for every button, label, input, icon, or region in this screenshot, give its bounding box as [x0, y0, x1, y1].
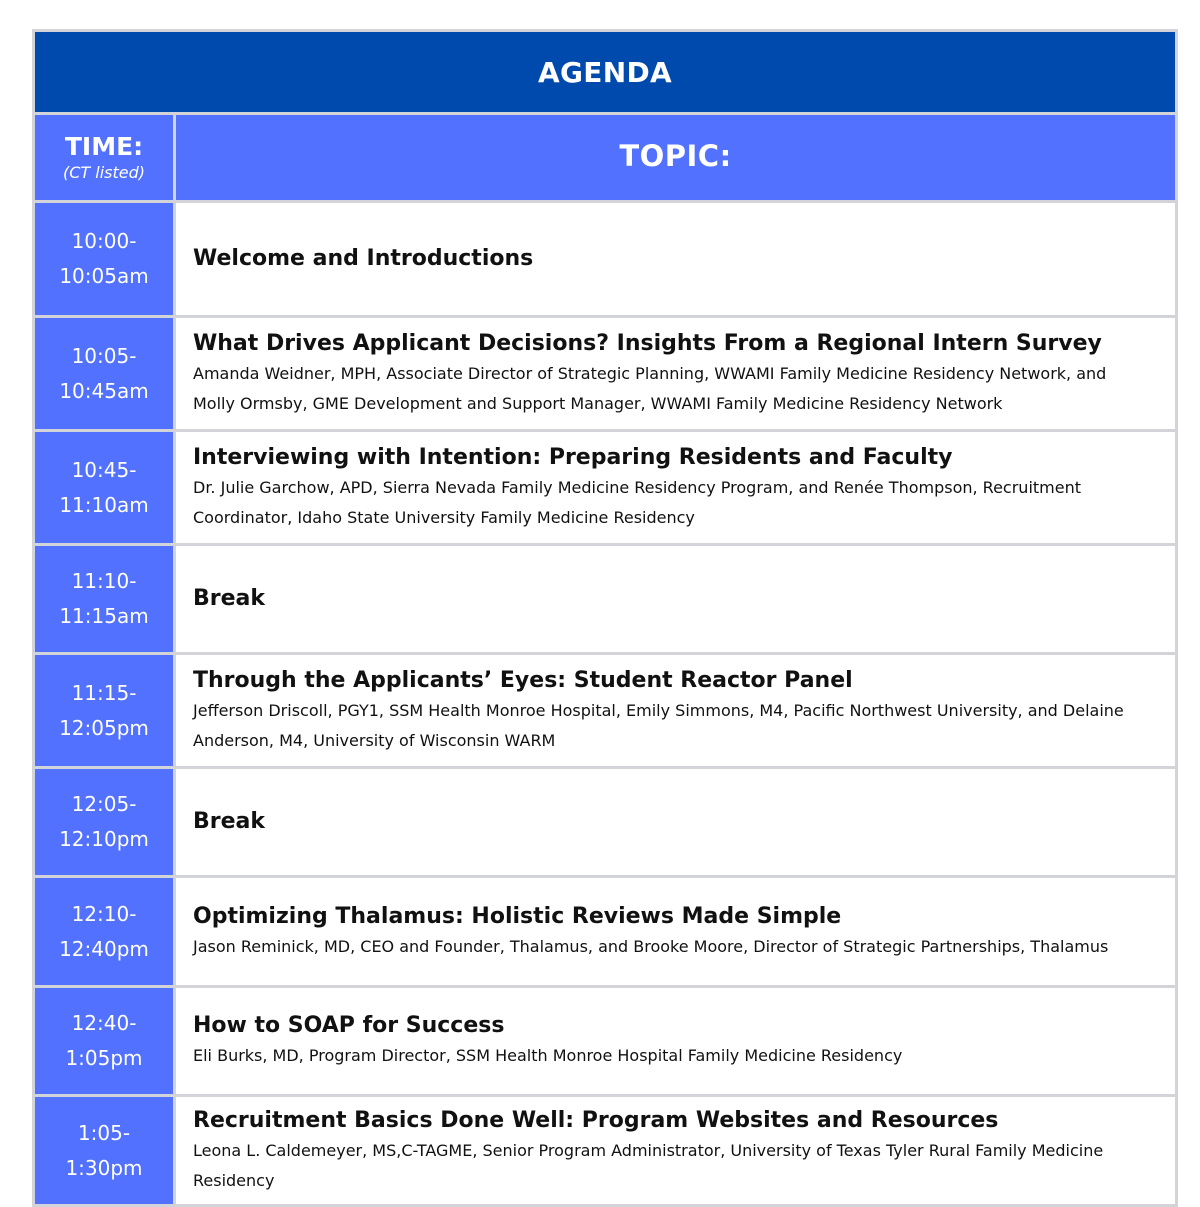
time-cell	[35, 318, 173, 429]
time-cell	[35, 1097, 173, 1204]
time-end: 10:45am	[59, 378, 149, 403]
time-start: 11:10-	[71, 569, 137, 593]
topic-cell	[176, 318, 1175, 429]
topic-speakers: Amanda Weidner, MPH, Associate Director of Strategic Planning, WWAMI Family Medicine Residency Network, and Molly Ormsby, GME Development and Support Manager, WWAMI Family Medicine Residency Network	[193, 363, 1107, 413]
time-start: 10:00-	[71, 229, 137, 253]
topic-title: What Drives Applicant Decisions? Insights From a Regional Intern Survey	[193, 330, 1102, 356]
topic-speakers: Jefferson Driscoll, PGY1, SSM Health Monroe Hospital, Emily Simmons, M4, Pacific Northwest University, and Delaine Anderson, M4, University of Wisconsin WARM	[193, 700, 1124, 750]
time-end: 1:30pm	[65, 1155, 143, 1180]
time-end: 1:05pm	[65, 1046, 143, 1070]
time-cell	[35, 203, 173, 315]
topic-cell	[176, 769, 1175, 875]
topic-cell	[176, 655, 1175, 766]
time-cell	[35, 878, 173, 985]
time-end: 11:10am	[59, 492, 149, 517]
time-start: 12:05-	[71, 792, 137, 816]
topic-speakers: Eli Burks, MD, Program Director, SSM Health Monroe Hospital Family Medicine Residency	[193, 1046, 903, 1065]
time-cell	[35, 769, 173, 875]
topic-header	[176, 115, 1175, 200]
time-header-note: (CT listed)	[62, 162, 145, 182]
time-cell	[35, 988, 173, 1094]
time-cell	[35, 546, 173, 652]
time-start: 12:10-	[71, 901, 137, 926]
time-start: 12:40-	[71, 1011, 137, 1035]
topic-title: Optimizing Thalamus: Holistic Reviews Made Simple	[193, 903, 842, 929]
topic-title: Interviewing with Intention: Preparing Residents and Faculty	[193, 444, 953, 470]
topic-cell	[176, 203, 1175, 315]
topic-title: Break	[193, 809, 266, 834]
time-end: 12:40pm	[59, 936, 149, 961]
time-header-label: TIME:	[64, 131, 144, 161]
time-start: 11:15-	[71, 680, 137, 705]
time-end: 10:05am	[59, 264, 149, 288]
time-start: 1:05-	[77, 1120, 131, 1145]
topic-title: Break	[193, 586, 266, 611]
time-cell	[35, 655, 173, 766]
topic-cell	[176, 1097, 1175, 1204]
agenda-table	[32, 29, 1178, 1207]
time-end: 12:10pm	[59, 827, 149, 851]
topic-cell	[176, 878, 1175, 985]
topic-speakers: Jason Reminick, MD, CEO and Founder, Thalamus, and Brooke Moore, Director of Strategic Partnerships, Thalamus	[193, 936, 1109, 956]
topic-title: Recruitment Basics Done Well: Program Websites and Resources	[193, 1107, 999, 1133]
time-end: 11:15am	[59, 604, 149, 628]
topic-title: Through the Applicants’ Eyes: Student Reactor Panel	[193, 667, 853, 693]
topic-speakers: Leona L. Caldemeyer, MS,C-TAGME, Senior Program Administrator, University of Texas Tyler Rural Family Medicine Residency	[193, 1140, 1104, 1190]
time-start: 10:05-	[71, 343, 137, 368]
time-start: 10:45-	[71, 457, 137, 482]
topic-header-label: TOPIC:	[619, 138, 732, 173]
topic-title: Welcome and Introductions	[193, 246, 534, 271]
topic-cell	[176, 432, 1175, 543]
time-end: 12:05pm	[59, 715, 149, 740]
topic-cell	[176, 988, 1175, 1094]
time-header	[35, 115, 173, 200]
time-cell	[35, 432, 173, 543]
topic-title: How to SOAP for Success	[193, 1013, 505, 1038]
agenda-title: AGENDA	[35, 32, 1175, 112]
topic-speakers: Dr. Julie Garchow, APD, Sierra Nevada Family Medicine Residency Program, and Renée Thompson, Recruitment Coordinator, Idaho State University Family Medicine Residency	[193, 477, 1081, 527]
topic-cell	[176, 546, 1175, 652]
